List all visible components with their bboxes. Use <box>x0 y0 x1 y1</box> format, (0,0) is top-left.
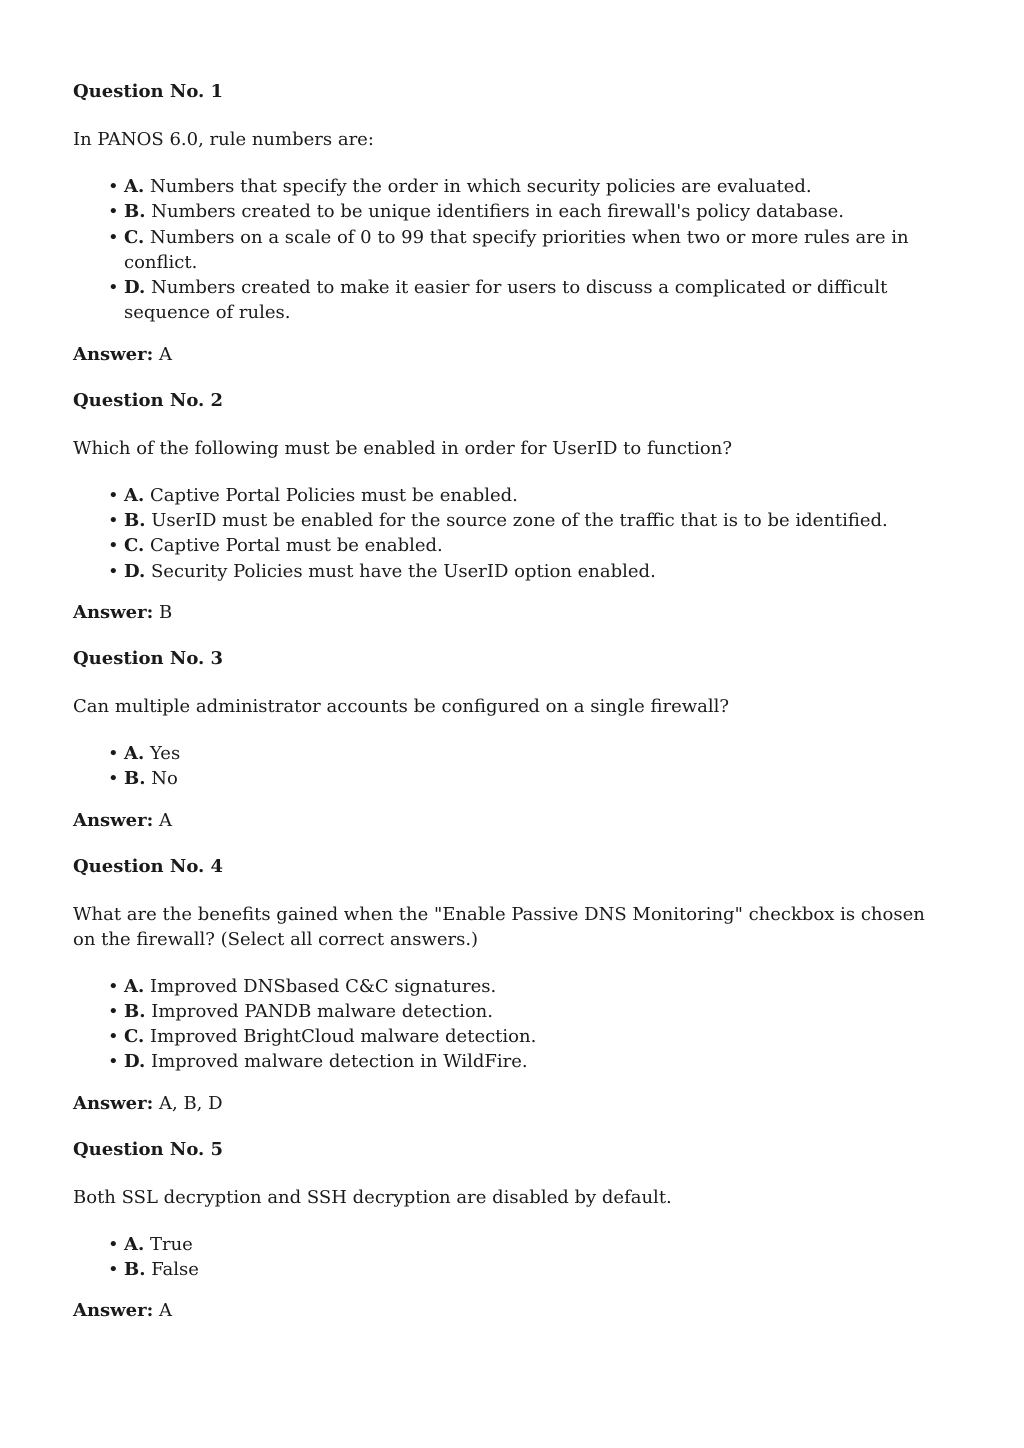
option-item <box>108 741 951 766</box>
option-text: Improved DNSbased C&C signatures. <box>149 975 497 997</box>
bullet-icon: • <box>108 1000 119 1022</box>
option-letter: C. <box>124 535 145 557</box>
bullet-icon: • <box>108 535 119 557</box>
option-letter: A. <box>124 1233 145 1255</box>
options-list <box>73 1232 951 1283</box>
option-letter: B. <box>124 201 146 223</box>
answer-label: Answer: <box>73 343 154 365</box>
answer-label: Answer: <box>73 1300 154 1322</box>
option-text: Security Policies must have the UserID option enabled. <box>150 560 656 582</box>
option-item <box>108 766 951 791</box>
answer-value: A, B, D <box>159 1092 223 1114</box>
option-text: True <box>149 1233 193 1255</box>
option-text: No <box>151 768 178 790</box>
answer-line <box>73 1091 951 1116</box>
option-item <box>108 999 951 1024</box>
option-text: Numbers created to make it easier for users to discuss a complicated or difficult sequence of rules. <box>124 277 888 324</box>
answer-label: Answer: <box>73 809 154 831</box>
question-title: Question No. 3 <box>73 647 224 669</box>
question-title: Question No. 2 <box>73 389 224 411</box>
options-list <box>73 483 951 584</box>
option-item <box>108 483 951 508</box>
bullet-icon: • <box>108 201 119 223</box>
question-block <box>73 854 951 1116</box>
option-text: UserID must be enabled for the source zone of the traffic that is to be identified. <box>151 510 888 532</box>
bullet-icon: • <box>108 226 119 248</box>
question-text: Which of the following must be enabled in order for UserID to function? <box>73 437 732 459</box>
option-item <box>108 559 951 584</box>
question-text: In PANOS 6.0, rule numbers are: <box>73 129 374 150</box>
question-block <box>73 1137 951 1324</box>
option-text: Improved BrightCloud malware detection. <box>150 1026 537 1048</box>
option-item <box>108 275 951 326</box>
option-item <box>108 199 951 224</box>
answer-value: A <box>159 343 172 365</box>
bullet-icon: • <box>108 1051 119 1073</box>
option-text: Improved PANDB malware detection. <box>151 1000 493 1022</box>
answer-line <box>73 600 951 625</box>
option-letter: A. <box>124 484 145 506</box>
option-text: Captive Portal must be enabled. <box>150 535 443 557</box>
option-letter: A. <box>124 176 145 197</box>
option-item <box>108 508 951 533</box>
option-item <box>108 974 951 999</box>
option-item <box>108 1049 951 1074</box>
option-letter: A. <box>124 975 145 997</box>
question-block <box>73 388 951 625</box>
option-letter: D. <box>124 560 146 582</box>
bullet-icon: • <box>108 975 119 997</box>
question-text: What are the benefits gained when the "Enable Passive DNS Monitoring" checkbox is chosen on the firewall? (Select all correct answers.) <box>73 903 925 950</box>
bullet-icon: • <box>108 1026 119 1048</box>
option-item <box>108 533 951 558</box>
option-item <box>108 174 951 199</box>
question-title: Question No. 4 <box>73 855 224 877</box>
option-text: Captive Portal Policies must be enabled. <box>149 484 518 506</box>
bullet-icon: • <box>108 560 119 582</box>
option-letter: B. <box>124 1000 146 1022</box>
question-block <box>73 79 951 367</box>
answer-line <box>73 1298 951 1323</box>
answer-label: Answer: <box>73 601 154 623</box>
option-letter: C. <box>124 1026 145 1048</box>
option-text: Yes <box>149 742 181 764</box>
options-list <box>73 174 951 326</box>
question-title: Question No. 5 <box>73 1138 224 1160</box>
option-text: False <box>151 1259 199 1281</box>
options-list <box>73 741 951 792</box>
question-title: Question No. 1 <box>73 81 224 102</box>
answer-label: Answer: <box>73 1092 154 1114</box>
options-list <box>73 974 951 1075</box>
option-letter: D. <box>124 277 146 299</box>
bullet-icon: • <box>108 768 119 790</box>
answer-value: A <box>159 809 172 831</box>
option-text: Improved malware detection in WildFire. <box>150 1051 528 1073</box>
answer-value: A <box>159 1300 172 1322</box>
option-item <box>108 1232 951 1257</box>
answer-line <box>73 808 951 833</box>
question-text: Can multiple administrator accounts be configured on a single firewall? <box>73 695 730 717</box>
bullet-icon: • <box>108 176 119 197</box>
bullet-icon: • <box>108 510 119 532</box>
option-text: Numbers that specify the order in which security policies are evaluated. <box>149 176 812 197</box>
answer-line <box>73 342 951 367</box>
option-text: Numbers on a scale of 0 to 99 that specify priorities when two or more rules are in conflict. <box>124 226 909 273</box>
option-item <box>108 225 951 276</box>
option-letter: C. <box>124 226 145 248</box>
option-letter: B. <box>124 768 146 790</box>
question-text: Both SSL decryption and SSH decryption are disabled by default. <box>73 1186 672 1208</box>
option-letter: A. <box>124 742 145 764</box>
option-letter: D. <box>124 1051 146 1073</box>
option-letter: B. <box>124 510 146 532</box>
bullet-icon: • <box>108 742 119 764</box>
bullet-icon: • <box>108 1259 119 1281</box>
option-letter: B. <box>124 1259 146 1281</box>
option-item <box>108 1024 951 1049</box>
answer-value: B <box>159 601 173 623</box>
bullet-icon: • <box>108 277 119 299</box>
question-block <box>73 646 951 833</box>
option-text: Numbers created to be unique identifiers in each firewall's policy database. <box>151 201 845 223</box>
bullet-icon: • <box>108 484 119 506</box>
option-item <box>108 1257 951 1282</box>
bullet-icon: • <box>108 1233 119 1255</box>
